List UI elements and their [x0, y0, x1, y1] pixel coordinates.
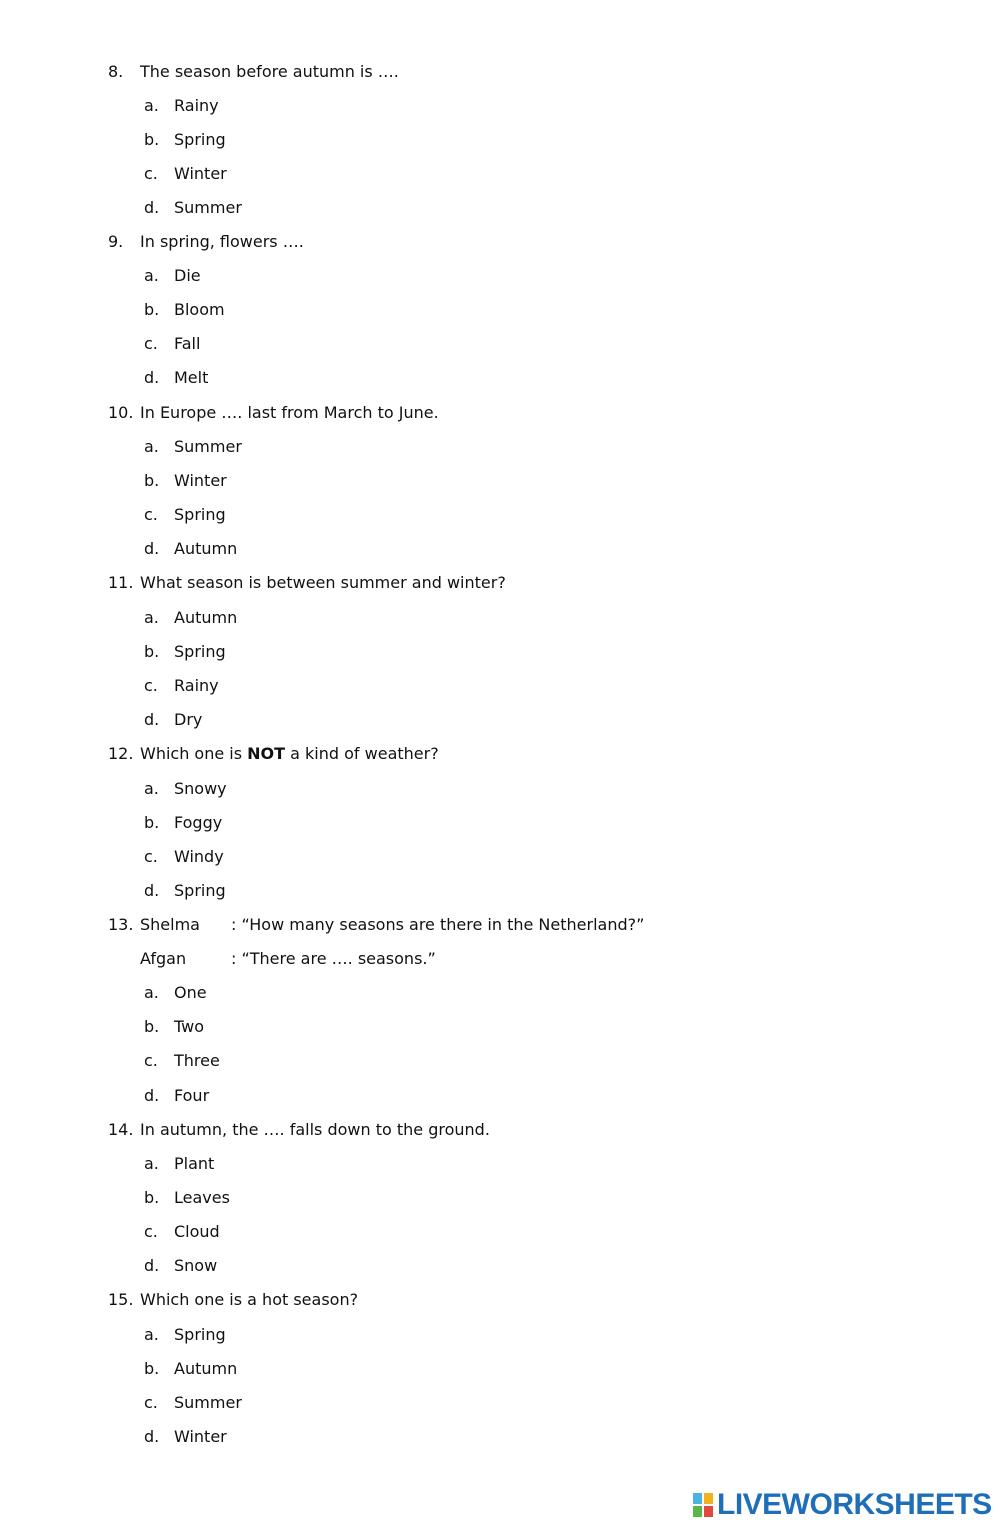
option-text[interactable]: Autumn — [174, 608, 238, 627]
option-text[interactable]: Four — [174, 1086, 210, 1105]
option-text[interactable]: Autumn — [174, 1359, 238, 1378]
option-letter: c. — [144, 505, 158, 524]
option-row[interactable] — [0, 539, 1000, 561]
option-row[interactable] — [0, 642, 1000, 664]
question-12 — [0, 744, 1000, 766]
option-row[interactable] — [0, 608, 1000, 630]
option-letter: d. — [144, 1086, 160, 1105]
question-text — [140, 744, 439, 763]
dialog-line: : “How many seasons are there in the Netherland?” — [231, 915, 645, 934]
question-text: In Europe …. last from March to June. — [140, 403, 439, 422]
option-row[interactable] — [0, 1188, 1000, 1210]
question-number: 15. — [108, 1290, 134, 1309]
option-text[interactable]: Two — [174, 1017, 204, 1036]
option-row[interactable] — [0, 1427, 1000, 1449]
option-text[interactable]: Spring — [174, 130, 226, 149]
option-row[interactable] — [0, 847, 1000, 869]
option-row[interactable] — [0, 1051, 1000, 1073]
option-row[interactable] — [0, 1154, 1000, 1176]
option-letter: a. — [144, 266, 159, 285]
option-text[interactable]: Snowy — [174, 779, 227, 798]
option-letter: a. — [144, 437, 159, 456]
option-letter: a. — [144, 779, 159, 798]
question-text-after: a kind of weather? — [285, 744, 439, 763]
question-14 — [0, 1120, 1000, 1142]
option-row[interactable] — [0, 1359, 1000, 1381]
option-text[interactable]: Winter — [174, 164, 227, 183]
option-letter: b. — [144, 813, 160, 832]
question-8 — [0, 62, 1000, 84]
option-letter: b. — [144, 471, 160, 490]
dialog-row — [0, 949, 1000, 971]
option-letter: d. — [144, 881, 160, 900]
question-text: In autumn, the …. falls down to the ground. — [140, 1120, 490, 1139]
option-text[interactable]: Spring — [174, 505, 226, 524]
liveworksheets-logo — [692, 1488, 992, 1522]
question-13 — [0, 915, 1000, 937]
option-text[interactable]: Die — [174, 266, 201, 285]
option-row[interactable] — [0, 198, 1000, 220]
question-text-emphasis: NOT — [247, 744, 286, 763]
question-text: Which one is a hot season? — [140, 1290, 359, 1309]
option-text[interactable]: Foggy — [174, 813, 223, 832]
option-row[interactable] — [0, 710, 1000, 732]
option-row[interactable] — [0, 437, 1000, 459]
dialog-speaker: Afgan — [140, 949, 187, 968]
option-row[interactable] — [0, 368, 1000, 390]
option-row[interactable] — [0, 1393, 1000, 1415]
question-15 — [0, 1290, 1000, 1312]
option-letter: d. — [144, 539, 160, 558]
option-text[interactable]: Fall — [174, 334, 201, 353]
option-row[interactable] — [0, 881, 1000, 903]
option-letter: d. — [144, 710, 160, 729]
question-number: 12. — [108, 744, 134, 763]
option-letter: a. — [144, 608, 159, 627]
question-number: 14. — [108, 1120, 134, 1139]
option-row[interactable] — [0, 164, 1000, 186]
option-row[interactable] — [0, 983, 1000, 1005]
option-row[interactable] — [0, 1256, 1000, 1278]
logo-text: LIVEWORKSHEETS — [717, 1488, 992, 1521]
option-row[interactable] — [0, 266, 1000, 288]
option-row[interactable] — [0, 813, 1000, 835]
option-letter: d. — [144, 1256, 160, 1275]
option-text[interactable]: Winter — [174, 1427, 227, 1446]
option-letter: a. — [144, 983, 159, 1002]
option-text[interactable]: Rainy — [174, 96, 219, 115]
option-letter: c. — [144, 1222, 158, 1241]
option-text[interactable]: Spring — [174, 881, 226, 900]
option-text[interactable]: Summer — [174, 1393, 242, 1412]
option-row[interactable] — [0, 676, 1000, 698]
question-number: 9. — [108, 232, 124, 251]
option-row[interactable] — [0, 1222, 1000, 1244]
dialog-speaker: Shelma — [140, 915, 200, 934]
option-letter: b. — [144, 1017, 160, 1036]
question-text: The season before autumn is …. — [140, 62, 399, 81]
option-text[interactable]: Bloom — [174, 300, 225, 319]
option-text[interactable]: Rainy — [174, 676, 219, 695]
liveworksheets-icon — [692, 1492, 714, 1518]
option-text[interactable]: Snow — [174, 1256, 218, 1275]
option-row[interactable] — [0, 1325, 1000, 1347]
option-letter: c. — [144, 1393, 158, 1412]
option-row[interactable] — [0, 1086, 1000, 1108]
option-row[interactable] — [0, 334, 1000, 356]
option-letter: a. — [144, 96, 159, 115]
option-letter: c. — [144, 676, 158, 695]
question-number: 10. — [108, 403, 134, 422]
option-letter: b. — [144, 300, 160, 319]
option-row[interactable] — [0, 471, 1000, 493]
question-number: 8. — [108, 62, 124, 81]
option-letter: d. — [144, 368, 160, 387]
option-letter: a. — [144, 1325, 159, 1344]
option-text[interactable]: Cloud — [174, 1222, 220, 1241]
option-letter: d. — [144, 1427, 160, 1446]
question-9 — [0, 232, 1000, 254]
option-text[interactable]: Dry — [174, 710, 203, 729]
option-text[interactable]: One — [174, 983, 207, 1002]
question-number: 11. — [108, 573, 134, 592]
question-11 — [0, 573, 1000, 595]
option-letter: c. — [144, 164, 158, 183]
option-row[interactable] — [0, 300, 1000, 322]
option-letter: b. — [144, 1188, 160, 1207]
option-row[interactable] — [0, 1017, 1000, 1039]
option-text[interactable]: Summer — [174, 437, 242, 456]
option-text[interactable]: Three — [174, 1051, 220, 1070]
option-text[interactable]: Spring — [174, 1325, 226, 1344]
option-text[interactable]: Autumn — [174, 539, 238, 558]
option-letter: b. — [144, 642, 160, 661]
question-number: 13. — [108, 915, 134, 934]
option-letter: c. — [144, 847, 158, 866]
option-text[interactable]: Winter — [174, 471, 227, 490]
option-letter: b. — [144, 130, 160, 149]
option-letter: b. — [144, 1359, 160, 1378]
option-text[interactable]: Melt — [174, 368, 209, 387]
option-text[interactable]: Windy — [174, 847, 224, 866]
question-text-before: Which one is — [140, 744, 248, 763]
option-row[interactable] — [0, 505, 1000, 527]
option-letter: a. — [144, 1154, 159, 1173]
option-letter: d. — [144, 198, 160, 217]
option-letter: c. — [144, 1051, 158, 1070]
option-row[interactable] — [0, 130, 1000, 152]
dialog-line: : “There are …. seasons.” — [231, 949, 436, 968]
option-text[interactable]: Spring — [174, 642, 226, 661]
option-letter: c. — [144, 334, 158, 353]
option-text[interactable]: Plant — [174, 1154, 215, 1173]
question-text: What season is between summer and winter? — [140, 573, 506, 592]
option-text[interactable]: Summer — [174, 198, 242, 217]
option-row[interactable] — [0, 96, 1000, 118]
option-row[interactable] — [0, 779, 1000, 801]
option-text[interactable]: Leaves — [174, 1188, 230, 1207]
question-text: In spring, flowers …. — [140, 232, 304, 251]
question-10 — [0, 403, 1000, 425]
